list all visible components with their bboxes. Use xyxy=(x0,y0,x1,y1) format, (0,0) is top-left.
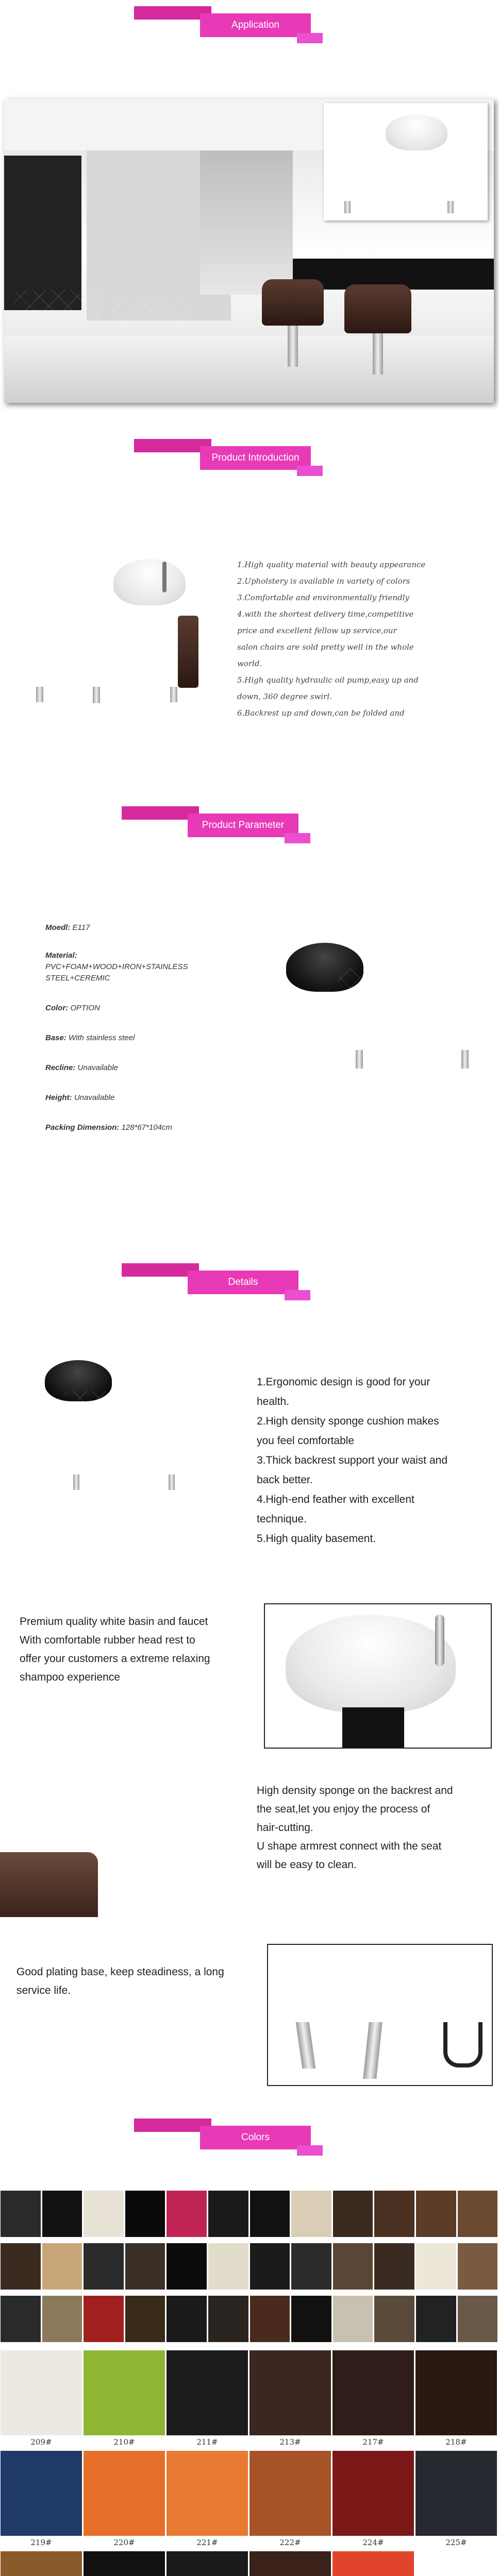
introduction-line: salon chairs are sold pretty well in the whole xyxy=(237,642,414,652)
color-swatch[interactable] xyxy=(1,2296,41,2342)
introduction-line: price and excellent fellow up service,our xyxy=(237,626,397,635)
color-swatch-large[interactable] xyxy=(250,2551,331,2576)
color-swatch[interactable] xyxy=(291,2243,331,2290)
details-product-photo xyxy=(42,1355,197,1492)
color-swatch-large[interactable] xyxy=(415,2451,497,2547)
introduction-line: 6.Backrest up and down,can be folded and xyxy=(237,708,405,718)
color-swatch-large[interactable] xyxy=(1,2551,82,2576)
color-swatch-large[interactable] xyxy=(167,2551,248,2576)
color-swatch[interactable] xyxy=(208,2191,248,2237)
introduction-line: 3.Comfortable and environmentally friendly xyxy=(237,593,409,602)
color-swatch[interactable] xyxy=(291,2191,331,2237)
details-list xyxy=(257,1372,494,1549)
color-swatch-grid xyxy=(0,2191,499,2576)
color-swatch-label: 213# xyxy=(279,2437,301,2447)
section-title: Product Introduction xyxy=(200,446,311,470)
section-banner-colors xyxy=(134,2119,325,2157)
color-swatch-label: 217# xyxy=(362,2437,384,2447)
section-title: Product Parameter xyxy=(188,814,298,837)
introduction-line: 5.High quality hydraulic oil pump,easy up and xyxy=(237,675,419,685)
param-height: Height: Unavailable xyxy=(45,1093,115,1102)
section-title: Application xyxy=(200,13,311,37)
details-line: 3.Thick backrest support your waist and xyxy=(257,1454,448,1466)
color-swatch[interactable] xyxy=(416,2191,456,2237)
details-line: back better. xyxy=(257,1474,313,1486)
base-detail-photo xyxy=(267,1944,493,2086)
color-swatch-large[interactable] xyxy=(84,2551,165,2576)
color-swatch[interactable] xyxy=(333,2296,373,2342)
color-swatch[interactable] xyxy=(167,2296,207,2342)
color-swatch-large[interactable] xyxy=(84,2350,165,2447)
color-swatch-label: 221# xyxy=(196,2538,218,2547)
color-swatch-label: 211# xyxy=(196,2437,218,2447)
color-swatch[interactable] xyxy=(125,2296,165,2342)
color-swatch-label: 225# xyxy=(445,2538,467,2547)
details-line: 1.Ergonomic design is good for your xyxy=(257,1376,430,1388)
application-inset-photo xyxy=(324,103,488,221)
color-swatch-label: 209# xyxy=(30,2437,52,2447)
color-swatch[interactable] xyxy=(250,2243,290,2290)
details-line: you feel comfortable xyxy=(257,1435,355,1447)
color-swatch[interactable] xyxy=(208,2296,248,2342)
param-packing: Packing Dimension: 128*67*104cm xyxy=(45,1123,172,1132)
color-swatch[interactable] xyxy=(1,2243,41,2290)
color-swatch[interactable] xyxy=(458,2243,498,2290)
introduction-line: world. xyxy=(237,659,262,668)
section-title: Details xyxy=(188,1270,298,1294)
color-swatch[interactable] xyxy=(374,2243,414,2290)
color-swatch-large[interactable] xyxy=(332,2551,414,2576)
details-basin-text: Premium quality white basin and faucet With comfortable rubber head rest to offer your customers a extreme relaxing shampoo experience xyxy=(20,1616,210,1683)
color-swatch-large[interactable] xyxy=(250,2350,331,2447)
color-swatch-large[interactable] xyxy=(1,2350,82,2447)
section-banner-application xyxy=(134,6,325,44)
color-swatch-large[interactable] xyxy=(167,2350,248,2447)
color-swatch[interactable] xyxy=(167,2243,207,2290)
color-swatch[interactable] xyxy=(208,2243,248,2290)
color-swatch[interactable] xyxy=(416,2296,456,2342)
color-swatch[interactable] xyxy=(250,2191,290,2237)
color-swatch-large[interactable] xyxy=(332,2451,414,2547)
color-swatch[interactable] xyxy=(333,2243,373,2290)
color-swatch[interactable] xyxy=(458,2191,498,2237)
parameter-product-photo xyxy=(281,927,487,1077)
color-swatch-label: 218# xyxy=(445,2437,467,2447)
color-swatch-label: 210# xyxy=(113,2437,135,2447)
param-recline: Recline: Unavailable xyxy=(45,1063,118,1072)
section-banner-introduction xyxy=(134,439,325,477)
color-swatch-label: 219# xyxy=(30,2538,52,2547)
details-line: technique. xyxy=(257,1513,307,1525)
param-model: Moedl: E117 xyxy=(45,923,90,932)
color-swatch-large[interactable] xyxy=(1,2451,82,2547)
introduction-line: 2.Upholstery is available in variety of colors xyxy=(237,577,410,586)
color-swatch[interactable] xyxy=(374,2296,414,2342)
details-line: 2.High density sponge cushion makes xyxy=(257,1415,439,1427)
param-color: Color: OPTION xyxy=(45,1004,100,1012)
color-swatch[interactable] xyxy=(1,2191,41,2237)
color-swatch[interactable] xyxy=(42,2296,82,2342)
color-swatch[interactable] xyxy=(84,2296,124,2342)
color-swatch-large[interactable] xyxy=(415,2350,497,2447)
color-swatch[interactable] xyxy=(333,2191,373,2237)
introduction-list xyxy=(237,556,490,721)
color-swatch[interactable] xyxy=(416,2243,456,2290)
color-swatch-label: 224# xyxy=(362,2538,384,2547)
color-swatch[interactable] xyxy=(125,2191,165,2237)
color-swatch[interactable] xyxy=(167,2191,207,2237)
introduction-line: down, 360 degree swirl. xyxy=(237,692,332,701)
param-base: Base: With stainless steel xyxy=(45,1033,135,1042)
color-swatch[interactable] xyxy=(84,2191,124,2237)
color-swatch[interactable] xyxy=(125,2243,165,2290)
param-material: Material: PVC+FOAM+WOOD+IRON+STAINLESS STEEL+CEREMIC xyxy=(45,951,188,982)
color-swatch[interactable] xyxy=(84,2243,124,2290)
color-swatch[interactable] xyxy=(374,2191,414,2237)
introduction-line: 4.with the shortest delivery time,competitive xyxy=(237,609,414,619)
sponge-detail-photo xyxy=(0,1775,215,1917)
color-swatch[interactable] xyxy=(291,2296,331,2342)
details-sponge-text: High density sponge on the backrest and the seat,let you enjoy the process of hair-cutting. U shape armrest connect with the seat will be easy to clean. xyxy=(257,1785,453,1871)
color-swatch-large[interactable] xyxy=(84,2451,165,2547)
application-photo xyxy=(4,99,494,403)
color-swatch[interactable] xyxy=(42,2243,82,2290)
color-swatch[interactable] xyxy=(42,2191,82,2237)
details-line: 4.High-end feather with excellent xyxy=(257,1494,414,1505)
details-line: 5.High quality basement. xyxy=(257,1533,376,1545)
section-banner-details xyxy=(122,1263,312,1301)
color-swatch-large[interactable] xyxy=(250,2451,331,2547)
section-banner-parameter xyxy=(122,806,312,844)
introduction-line: 1.High quality material with beauty appearance xyxy=(237,560,426,569)
section-title: Colors xyxy=(200,2126,311,2149)
introduction-product-photo xyxy=(23,554,217,706)
color-swatch-large[interactable] xyxy=(332,2350,414,2447)
color-swatch-large[interactable] xyxy=(167,2451,248,2547)
color-swatch[interactable] xyxy=(250,2296,290,2342)
color-swatch-label: 220# xyxy=(113,2538,135,2547)
basin-detail-photo xyxy=(264,1603,492,1749)
details-base-text: Good plating base, keep steadiness, a long service life. xyxy=(16,1966,224,1996)
color-swatch[interactable] xyxy=(458,2296,498,2342)
color-swatch-label: 222# xyxy=(279,2538,301,2547)
details-line: health. xyxy=(257,1396,290,1408)
